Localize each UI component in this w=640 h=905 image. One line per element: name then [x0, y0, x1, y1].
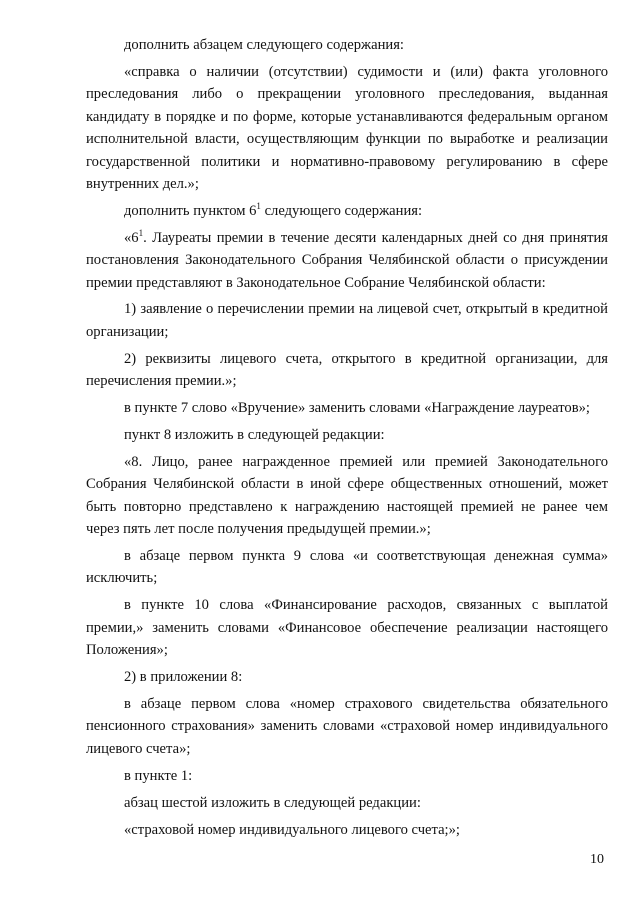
- paragraph-text: «6: [124, 229, 139, 246]
- paragraph: «страховой номер индивидуального лицевого счета;»;: [124, 821, 460, 838]
- paragraph: в пункте 1:: [124, 767, 193, 784]
- paragraph: «справка о наличии (отсутствии) судимости и (или) факта уголовного преследования либо о прекращении уголовного преследования, выданная кандидату в порядке и по форме, которые устанавливаются федеральным органом исполнительной власти, осуществляющим функции по выработке и реализации государственной политики и нормативно-правовому регулированию в сфере внутренних дел.»;: [86, 63, 608, 192]
- paragraph-text: дополнить пунктом 6: [124, 202, 257, 219]
- paragraph: «8. Лицо, ранее награжденное премией или премией Законодательного Собрания Челябинской области в иной сфере общественных отношений, может быть повторно представлено к награждению настоящей премией не ранее чем через пять лет после получения предыдущей премии.»;: [86, 453, 608, 538]
- document-body: [86, 34, 608, 845]
- paragraph: в пункте 10 слова «Финансирование расходов, связанных с выплатой премии,» заменить словами «Финансовое обеспечение реализации настоящего Положения»;: [86, 597, 608, 659]
- paragraph: [86, 227, 608, 294]
- paragraph-text: . Лауреаты премии в течение десяти календарных дней со дня принятия постановления Законодательного Собрания Челябинской области о присуждении премии представляют в Законодательное Собрание Челябинской области:: [86, 229, 608, 291]
- page-number: 10: [590, 852, 604, 867]
- paragraph: в пункте 7 слово «Вручение» заменить словами «Награждение лауреатов»;: [124, 400, 590, 417]
- paragraph: 2) реквизиты лицевого счета, открытого в кредитной организации, для перечисления премии.»;: [86, 350, 608, 390]
- paragraph: в абзаце первом пункта 9 слова «и соответствующая денежная сумма» исключить;: [86, 548, 608, 587]
- superscript: 1: [256, 200, 261, 211]
- superscript: 1: [138, 227, 144, 238]
- paragraph: 1) заявление о перечислении премии на лицевой счет, открытый в кредитной организации;: [86, 301, 608, 340]
- paragraph: дополнить абзацем следующего содержания:: [124, 37, 404, 53]
- paragraph: абзац шестой изложить в следующей редакции:: [124, 794, 421, 811]
- paragraph: [86, 200, 608, 222]
- paragraph: в абзаце первом слова «номер страхового свидетельства обязательного пенсионного страхования» заменить словами «страховой номер индивидуального лицевого счета»;: [86, 695, 608, 757]
- paragraph-text: следующего содержания:: [260, 202, 423, 219]
- paragraph: пункт 8 изложить в следующей редакции:: [124, 427, 385, 443]
- paragraph: 2) в приложении 8:: [124, 669, 243, 686]
